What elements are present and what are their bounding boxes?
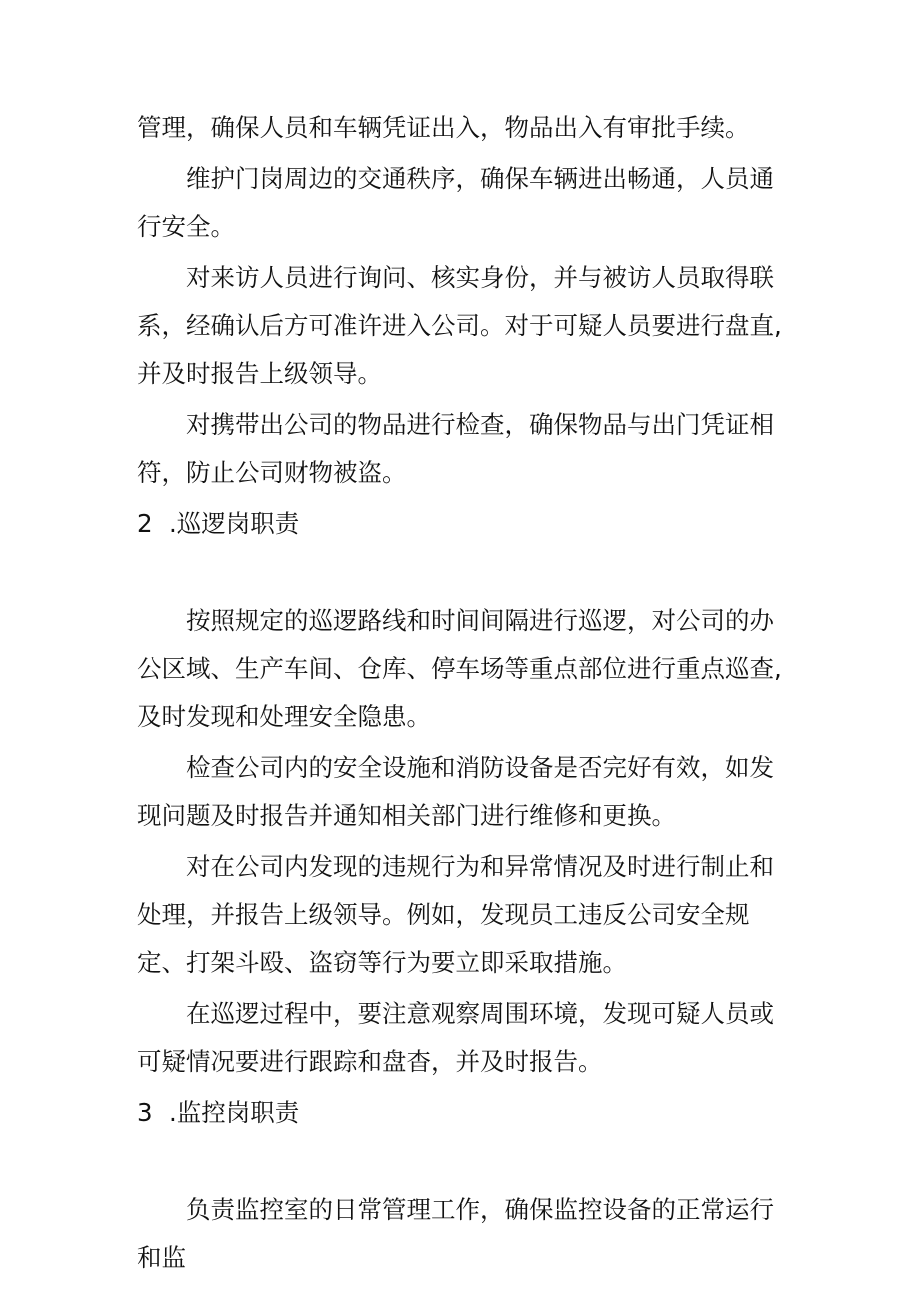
paragraph: 检查公司内的安全设施和消防设备是否完好有效，如发现问题及时报告并通知相关部门进行维修和更换。 — [137, 753, 774, 830]
section-spacer — [137, 551, 792, 597]
section-title: .巡逻岗职责 — [169, 509, 300, 538]
paragraph: 对在公司内发现的违规行为和异常情况及时进行制止和处理，并报告上级领导。例如，发现员工违反公司安全规定、打架斗殴、盗窃等行为要立即采取措施。 — [137, 852, 774, 977]
section-heading-3 — [137, 1089, 792, 1137]
section-number: 2 — [137, 509, 153, 538]
section-number: 3 — [137, 1098, 153, 1127]
paragraph: 管理，确保人员和车辆凭证出入，物品出入有审批手续。 — [137, 113, 750, 142]
paragraph: 对来访人员进行询问、核实身份，并与被访人员取得联系，经确认后方可准许进入公司。对于可疑人员要进行盘直,并及时报告上级领导。 — [137, 263, 782, 388]
document-body — [137, 104, 792, 1285]
section-spacer — [137, 1140, 792, 1186]
paragraph: 按照规定的巡逻路线和时间间隔进行巡逻，对公司的办公区域、生产车间、仓库、停车场等重点部位进行重点巡查,及时发现和处理安全隐患。 — [137, 606, 782, 731]
section-title: .监控岗职责 — [169, 1098, 300, 1127]
paragraph: 在巡逻过程中，要注意观察周围环境，发现可疑人员或可疑情况要进行跟踪和盘杳，并及时报告。 — [137, 999, 774, 1076]
paragraph: 维护门岗周边的交通秩序，确保车辆进出畅通，人员通行安全。 — [137, 164, 774, 241]
section-heading-2 — [137, 500, 792, 548]
paragraph: 负责监控室的日常管理工作，确保监控设备的正常运行和监 — [137, 1195, 774, 1272]
paragraph: 对携带出公司的物品进行检查，确保物品与出门凭证相符，防止公司财物被盗。 — [137, 410, 774, 487]
